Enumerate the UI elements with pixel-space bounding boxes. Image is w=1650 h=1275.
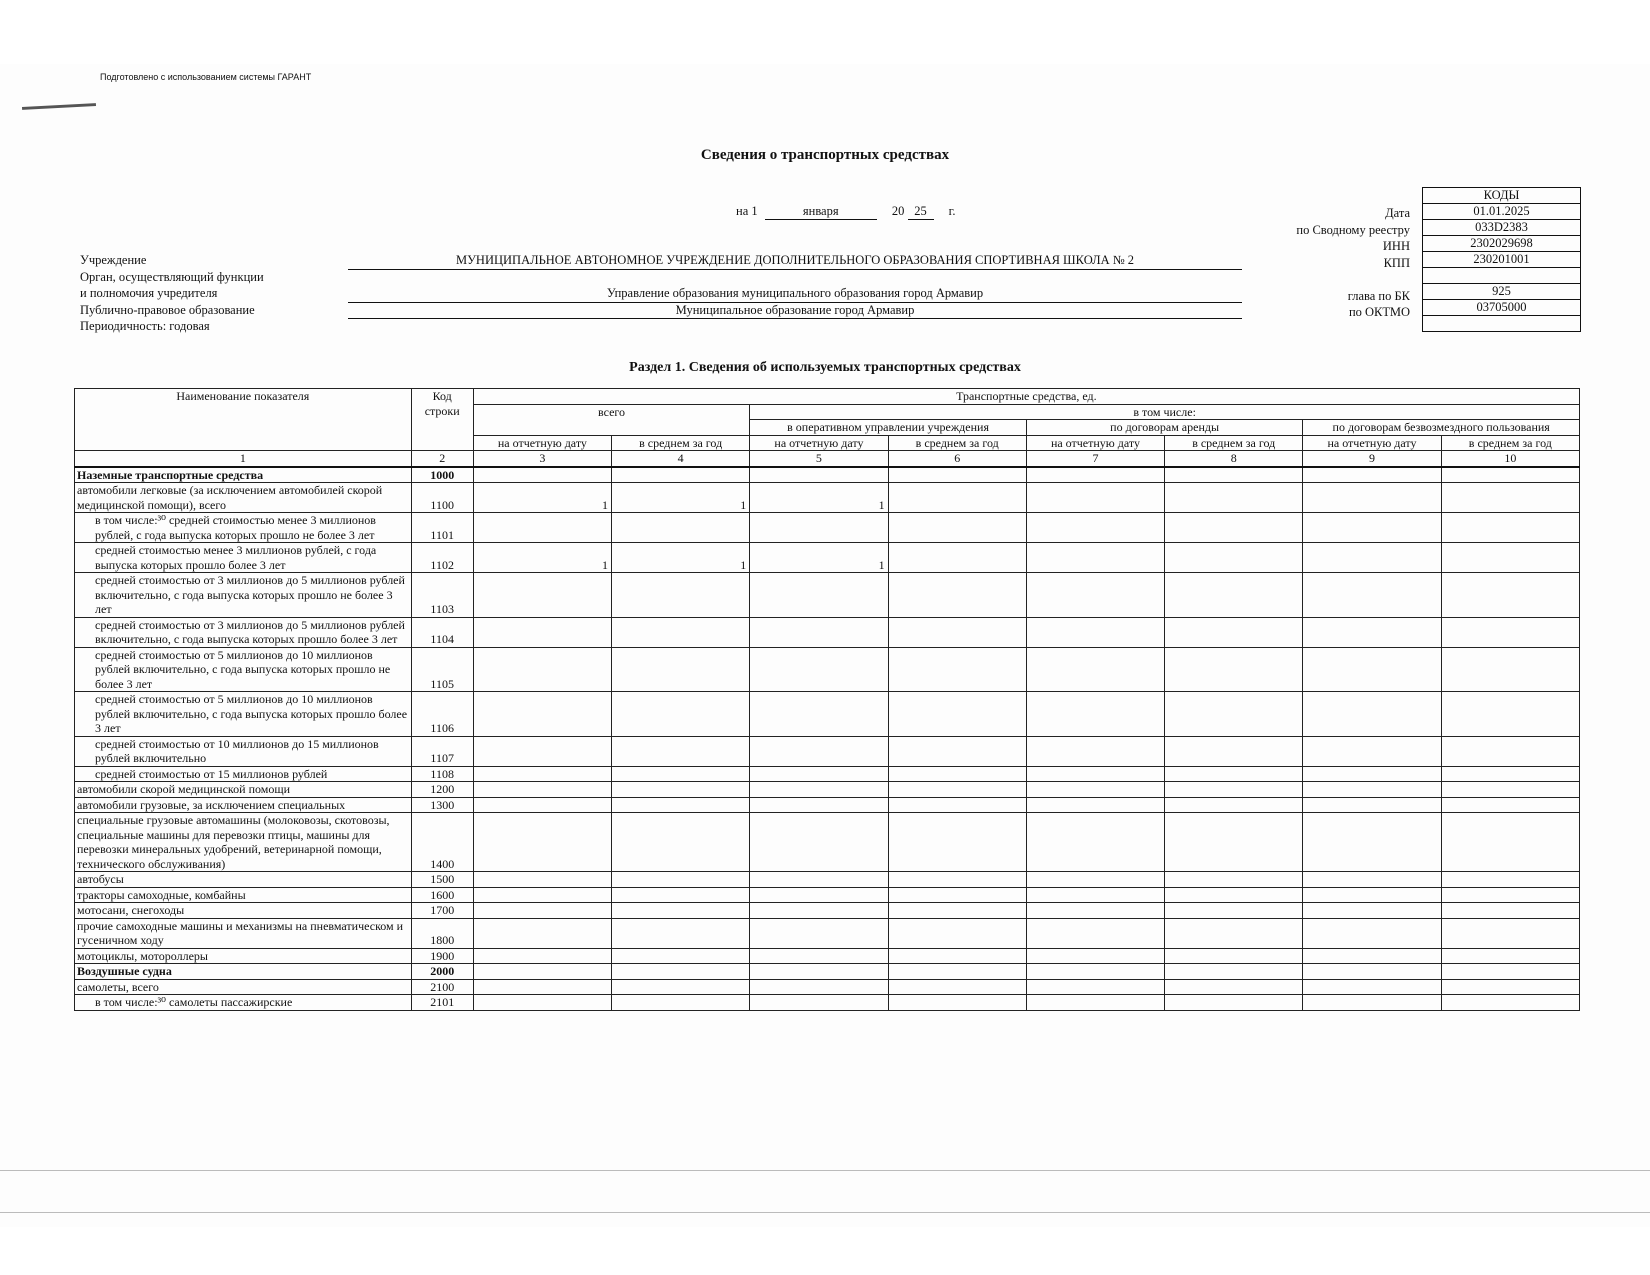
value-cell: [1165, 543, 1303, 573]
value-cell: [750, 918, 888, 948]
value-cell: [888, 513, 1026, 543]
value-cell: [1026, 948, 1164, 964]
value-cell: [750, 692, 888, 737]
value-cell: [1303, 617, 1441, 647]
table-row: [75, 543, 1580, 573]
codes-header: КОДЫ: [1423, 188, 1581, 204]
header-total: всего: [473, 404, 750, 435]
value-cell: [612, 766, 750, 782]
row-name: средней стоимостью от 15 миллионов рублей: [75, 766, 412, 782]
value-cell: [1303, 647, 1441, 692]
vehicles-table: [74, 388, 1580, 1011]
underline: [348, 318, 1242, 319]
row-code: 1200: [411, 782, 473, 798]
table-row: [75, 647, 1580, 692]
header-avg-year: в среднем за год: [1441, 435, 1579, 451]
value-cell: [1303, 918, 1441, 948]
row-code: 2100: [411, 979, 473, 995]
row-code: 2101: [411, 995, 473, 1011]
value-cell: [612, 647, 750, 692]
value-cell: [473, 948, 611, 964]
value-cell: [1303, 979, 1441, 995]
row-name: мотоциклы, мотороллеры: [75, 948, 412, 964]
value-cell: [1165, 872, 1303, 888]
value-cell: [1165, 467, 1303, 483]
row-name: в том числе:³⁰ самолеты пассажирские: [75, 995, 412, 1011]
value-cell: [473, 813, 611, 872]
value-cell: [473, 872, 611, 888]
value-cell: [1441, 617, 1579, 647]
row-code: 1105: [411, 647, 473, 692]
value-cell: [473, 918, 611, 948]
row-code: 1107: [411, 736, 473, 766]
organ-label-2: и полномочия учредителя: [80, 286, 218, 300]
value-cell: [888, 903, 1026, 919]
value-cell: [750, 513, 888, 543]
value-cell: [473, 887, 611, 903]
row-code: 1104: [411, 617, 473, 647]
value-cell: [750, 647, 888, 692]
value-cell: [888, 995, 1026, 1011]
value-cell: [612, 979, 750, 995]
label-registry: по Сводному реестру: [1296, 222, 1410, 237]
value-cell: [1441, 903, 1579, 919]
table-row: [75, 766, 1580, 782]
value-cell: [473, 797, 611, 813]
value-cell: [1165, 617, 1303, 647]
value-cell: [888, 467, 1026, 483]
value-cell: [1026, 647, 1164, 692]
code-oktmo: 03705000: [1423, 300, 1581, 316]
row-code: 1101: [411, 513, 473, 543]
col-number: 4: [612, 451, 750, 467]
value-cell: [473, 979, 611, 995]
row-name: в том числе:³⁰ средней стоимостью менее 3 миллионов рублей, с года выпуска которых прошло не более 3 лет: [75, 513, 412, 543]
value-cell: [1026, 964, 1164, 980]
value-cell: [1303, 872, 1441, 888]
value-cell: [1441, 782, 1579, 798]
value-cell: [888, 872, 1026, 888]
header-lease: по договорам аренды: [1026, 420, 1303, 436]
header-name: Наименование показателя: [75, 389, 412, 451]
value-cell: [1026, 692, 1164, 737]
row-name: специальные грузовые автомашины (молоковозы, скотовозы, специальные машины для перевозки птицы, машины для перевозки минеральных удобрений, ветеринарной помощи, технического обслуживания): [75, 813, 412, 872]
value-cell: [473, 617, 611, 647]
value-cell: [612, 692, 750, 737]
value-cell: [1441, 736, 1579, 766]
table-row: [75, 513, 1580, 543]
value-cell: [1165, 513, 1303, 543]
row-name: средней стоимостью от 3 миллионов до 5 миллионов рублей включительно, с года выпуска которых прошло не более 3 лет: [75, 573, 412, 618]
row-name: средней стоимостью от 10 миллионов до 15 миллионов рублей включительно: [75, 736, 412, 766]
value-cell: [1303, 573, 1441, 618]
organ-label-1: Орган, осуществляющий функции: [80, 269, 264, 284]
row-name: средней стоимостью от 5 миллионов до 10 миллионов рублей включительно, с года выпуска которых прошло не более 3 лет: [75, 647, 412, 692]
scan-line: [0, 1212, 1650, 1213]
table-row: [75, 617, 1580, 647]
value-cell: [1165, 573, 1303, 618]
ppo-value: Муниципальное образование город Армавир: [675, 303, 915, 317]
value-cell: 1: [473, 543, 611, 573]
value-cell: [1303, 543, 1441, 573]
value-cell: 1: [750, 483, 888, 513]
date-year: 25: [908, 204, 934, 220]
garant-note: Подготовлено с использованием системы ГАРАНТ: [100, 72, 312, 82]
scan-line: [0, 1170, 1650, 1171]
table-row: [75, 979, 1580, 995]
value-cell: [612, 573, 750, 618]
value-cell: [612, 872, 750, 888]
value-cell: [888, 543, 1026, 573]
value-cell: [612, 736, 750, 766]
value-cell: [888, 692, 1026, 737]
value-cell: [1165, 995, 1303, 1011]
row-code: 1700: [411, 903, 473, 919]
table-row: [75, 813, 1580, 872]
value-cell: [1165, 887, 1303, 903]
value-cell: [888, 647, 1026, 692]
value-cell: [473, 964, 611, 980]
value-cell: [1165, 813, 1303, 872]
value-cell: [750, 995, 888, 1011]
row-name: автомобили грузовые, за исключением специальных: [75, 797, 412, 813]
row-name: автобусы: [75, 872, 412, 888]
value-cell: [750, 964, 888, 980]
row-code: 1000: [411, 467, 473, 483]
row-code: 1100: [411, 483, 473, 513]
table-row: [75, 872, 1580, 888]
value-cell: [473, 766, 611, 782]
value-cell: [888, 887, 1026, 903]
table-row: [75, 964, 1580, 980]
value-cell: [612, 918, 750, 948]
value-cell: [1303, 797, 1441, 813]
value-cell: 1: [750, 543, 888, 573]
value-cell: [612, 995, 750, 1011]
value-cell: [1441, 964, 1579, 980]
value-cell: [1026, 483, 1164, 513]
value-cell: [1441, 467, 1579, 483]
value-cell: [612, 467, 750, 483]
value-cell: [750, 617, 888, 647]
value-cell: [473, 573, 611, 618]
value-cell: [888, 766, 1026, 782]
value-cell: [1026, 573, 1164, 618]
table-row: [75, 782, 1580, 798]
value-cell: [1165, 483, 1303, 513]
value-cell: [1026, 766, 1164, 782]
value-cell: [612, 813, 750, 872]
value-cell: [1441, 692, 1579, 737]
value-cell: [750, 573, 888, 618]
institution-value: МУНИЦИПАЛЬНОЕ АВТОНОМНОЕ УЧРЕЖДЕНИЕ ДОПОЛНИТЕЛЬНОГО ОБРАЗОВАНИЯ СПОРТИВНАЯ ШКОЛА № 2: [455, 253, 1135, 267]
value-cell: [888, 736, 1026, 766]
value-cell: [1303, 903, 1441, 919]
value-cell: [612, 948, 750, 964]
value-cell: [750, 948, 888, 964]
row-name: средней стоимостью от 3 миллионов до 5 миллионов рублей включительно, с года выпуска которых прошло более 3 лет: [75, 617, 412, 647]
code-kpp: 230201001: [1423, 252, 1581, 268]
value-cell: [612, 782, 750, 798]
value-cell: [1303, 467, 1441, 483]
value-cell: [1441, 948, 1579, 964]
value-cell: [1165, 903, 1303, 919]
value-cell: [1441, 573, 1579, 618]
row-name: Наземные транспортные средства: [75, 467, 412, 483]
header-avg-year: в среднем за год: [1165, 435, 1303, 451]
value-cell: [1165, 964, 1303, 980]
header-including: в том числе:: [750, 404, 1580, 420]
header-on-date: на отчетную дату: [1303, 435, 1441, 451]
underline: [348, 269, 1242, 270]
value-cell: [888, 948, 1026, 964]
value-cell: [888, 782, 1026, 798]
value-cell: [750, 467, 888, 483]
row-name: прочие самоходные машины и механизмы на пневматическом и гусеничном ходу: [75, 918, 412, 948]
value-cell: [750, 813, 888, 872]
value-cell: [473, 903, 611, 919]
value-cell: [1303, 483, 1441, 513]
value-cell: [750, 782, 888, 798]
row-code: 1800: [411, 918, 473, 948]
value-cell: [1165, 766, 1303, 782]
value-cell: [1303, 964, 1441, 980]
value-cell: 1: [473, 483, 611, 513]
label-inn: ИНН: [1382, 239, 1410, 253]
value-cell: [612, 513, 750, 543]
value-cell: [750, 797, 888, 813]
institution-label: Учреждение: [80, 253, 147, 267]
date-suffix: г.: [948, 204, 956, 218]
table-row: [75, 467, 1580, 483]
value-cell: [612, 964, 750, 980]
table-row: [75, 483, 1580, 513]
header-free-use: по договорам безвозмездного пользования: [1303, 420, 1580, 436]
value-cell: [1026, 617, 1164, 647]
row-code: 1102: [411, 543, 473, 573]
header-avg-year: в среднем за год: [888, 435, 1026, 451]
value-cell: [473, 513, 611, 543]
value-cell: [1026, 782, 1164, 798]
value-cell: [1441, 766, 1579, 782]
label-oktmo: по ОКТМО: [1348, 305, 1410, 319]
codes-table: [1422, 187, 1581, 332]
value-cell: [1441, 513, 1579, 543]
col-number: 10: [1441, 451, 1579, 467]
table-row: [75, 887, 1580, 903]
value-cell: 1: [612, 543, 750, 573]
row-code: 1500: [411, 872, 473, 888]
col-number: 7: [1026, 451, 1164, 467]
value-cell: [1026, 872, 1164, 888]
value-cell: [1026, 979, 1164, 995]
value-cell: [1026, 887, 1164, 903]
value-cell: [1165, 692, 1303, 737]
row-code: 1300: [411, 797, 473, 813]
col-number: 2: [411, 451, 473, 467]
value-cell: [888, 813, 1026, 872]
table-row: [75, 903, 1580, 919]
value-cell: [473, 467, 611, 483]
row-code: 2000: [411, 964, 473, 980]
value-cell: [1165, 979, 1303, 995]
value-cell: [1441, 647, 1579, 692]
value-cell: [1165, 918, 1303, 948]
value-cell: [1165, 736, 1303, 766]
header-on-date: на отчетную дату: [1026, 435, 1164, 451]
date-prefix: на 1: [736, 204, 758, 218]
value-cell: [612, 797, 750, 813]
value-cell: [1441, 887, 1579, 903]
header-code: Код строки: [411, 389, 473, 451]
periodicity: Периодичность: годовая: [80, 319, 210, 333]
info-labels: [80, 252, 264, 335]
col-number: 1: [75, 451, 412, 467]
value-cell: [473, 995, 611, 1011]
value-cell: [612, 903, 750, 919]
label-bk: глава по БК: [1347, 288, 1410, 303]
value-cell: [1441, 979, 1579, 995]
value-cell: [1026, 995, 1164, 1011]
header-avg-year: в среднем за год: [612, 435, 750, 451]
code-empty: [1423, 268, 1581, 284]
value-cell: [888, 573, 1026, 618]
row-name: тракторы самоходные, комбайны: [75, 887, 412, 903]
code-registry: 033D2383: [1423, 220, 1581, 236]
header-vehicles: Транспортные средства, ед.: [473, 389, 1579, 405]
value-cell: [1441, 797, 1579, 813]
date-month: января: [765, 204, 877, 220]
report-date: [736, 204, 955, 220]
row-code: 1600: [411, 887, 473, 903]
value-cell: [1303, 692, 1441, 737]
table-row: [75, 995, 1580, 1011]
value-cell: [1441, 483, 1579, 513]
column-numbers-row: [75, 451, 1580, 467]
col-number: 9: [1303, 451, 1441, 467]
row-name: средней стоимостью от 5 миллионов до 10 миллионов рублей включительно, с года выпуска которых прошло более 3 лет: [75, 692, 412, 737]
row-name: мотосани, снегоходы: [75, 903, 412, 919]
value-cell: [888, 617, 1026, 647]
value-cell: [1165, 797, 1303, 813]
code-inn: 2302029698: [1423, 236, 1581, 252]
value-cell: [473, 736, 611, 766]
table-row: [75, 573, 1580, 618]
value-cell: [1165, 948, 1303, 964]
value-cell: [1165, 647, 1303, 692]
row-name: самолеты, всего: [75, 979, 412, 995]
col-number: 3: [473, 451, 611, 467]
value-cell: 1: [612, 483, 750, 513]
row-code: 1103: [411, 573, 473, 618]
value-cell: [1026, 513, 1164, 543]
value-cell: [750, 979, 888, 995]
col-number: 8: [1165, 451, 1303, 467]
value-cell: [1303, 736, 1441, 766]
value-cell: [1441, 543, 1579, 573]
row-name: автомобили скорой медицинской помощи: [75, 782, 412, 798]
label-date: Дата: [1385, 206, 1410, 220]
organ-value: Управление образования муниципального образования город Армавир: [606, 286, 984, 300]
row-name: автомобили легковые (за исключением автомобилей скорой медицинской помощи), всего: [75, 483, 412, 513]
table-row: [75, 948, 1580, 964]
row-name: Воздушные судна: [75, 964, 412, 980]
value-cell: [1441, 872, 1579, 888]
row-code: 1400: [411, 813, 473, 872]
row-code: 1900: [411, 948, 473, 964]
row-code: 1108: [411, 766, 473, 782]
value-cell: [473, 782, 611, 798]
value-cell: [1026, 797, 1164, 813]
table-row: [75, 736, 1580, 766]
header-operative: в оперативном управлении учреждения: [750, 420, 1027, 436]
value-cell: [612, 617, 750, 647]
label-kpp: КПП: [1383, 255, 1410, 270]
value-cell: [1026, 543, 1164, 573]
value-cell: [473, 647, 611, 692]
value-cell: [1026, 467, 1164, 483]
value-cell: [1303, 813, 1441, 872]
value-cell: [1165, 782, 1303, 798]
value-cell: [888, 964, 1026, 980]
value-cell: [750, 887, 888, 903]
value-cell: [1303, 782, 1441, 798]
page-title: Сведения о транспортных средствах: [700, 147, 950, 163]
code-date: 01.01.2025: [1423, 204, 1581, 220]
code-bk: 925: [1423, 284, 1581, 300]
value-cell: [750, 903, 888, 919]
value-cell: [1303, 995, 1441, 1011]
section-title: Раздел 1. Сведения об используемых транспортных средствах: [629, 360, 1021, 375]
value-cell: [750, 736, 888, 766]
value-cell: [1026, 918, 1164, 948]
col-number: 5: [750, 451, 888, 467]
value-cell: [888, 797, 1026, 813]
value-cell: [888, 918, 1026, 948]
value-cell: [612, 887, 750, 903]
value-cell: [1026, 736, 1164, 766]
value-cell: [888, 483, 1026, 513]
value-cell: [1303, 766, 1441, 782]
table-row: [75, 692, 1580, 737]
value-cell: [1441, 918, 1579, 948]
date-year-prefix: 20: [891, 204, 905, 218]
value-cell: [1026, 903, 1164, 919]
value-cell: [473, 692, 611, 737]
value-cell: [1303, 513, 1441, 543]
value-cell: [1441, 995, 1579, 1011]
value-cell: [750, 872, 888, 888]
header-on-date: на отчетную дату: [750, 435, 888, 451]
value-cell: [750, 766, 888, 782]
value-cell: [888, 979, 1026, 995]
value-cell: [1303, 948, 1441, 964]
header-on-date: на отчетную дату: [473, 435, 611, 451]
row-name: средней стоимостью менее 3 миллионов рублей, с года выпуска которых прошло более 3 лет: [75, 543, 412, 573]
table-row: [75, 918, 1580, 948]
code-empty: [1423, 316, 1581, 332]
row-code: 1106: [411, 692, 473, 737]
col-number: 6: [888, 451, 1026, 467]
ppo-label: Публично-правовое образование: [80, 302, 255, 317]
value-cell: [1026, 813, 1164, 872]
value-cell: [1303, 887, 1441, 903]
value-cell: [1441, 813, 1579, 872]
table-row: [75, 797, 1580, 813]
